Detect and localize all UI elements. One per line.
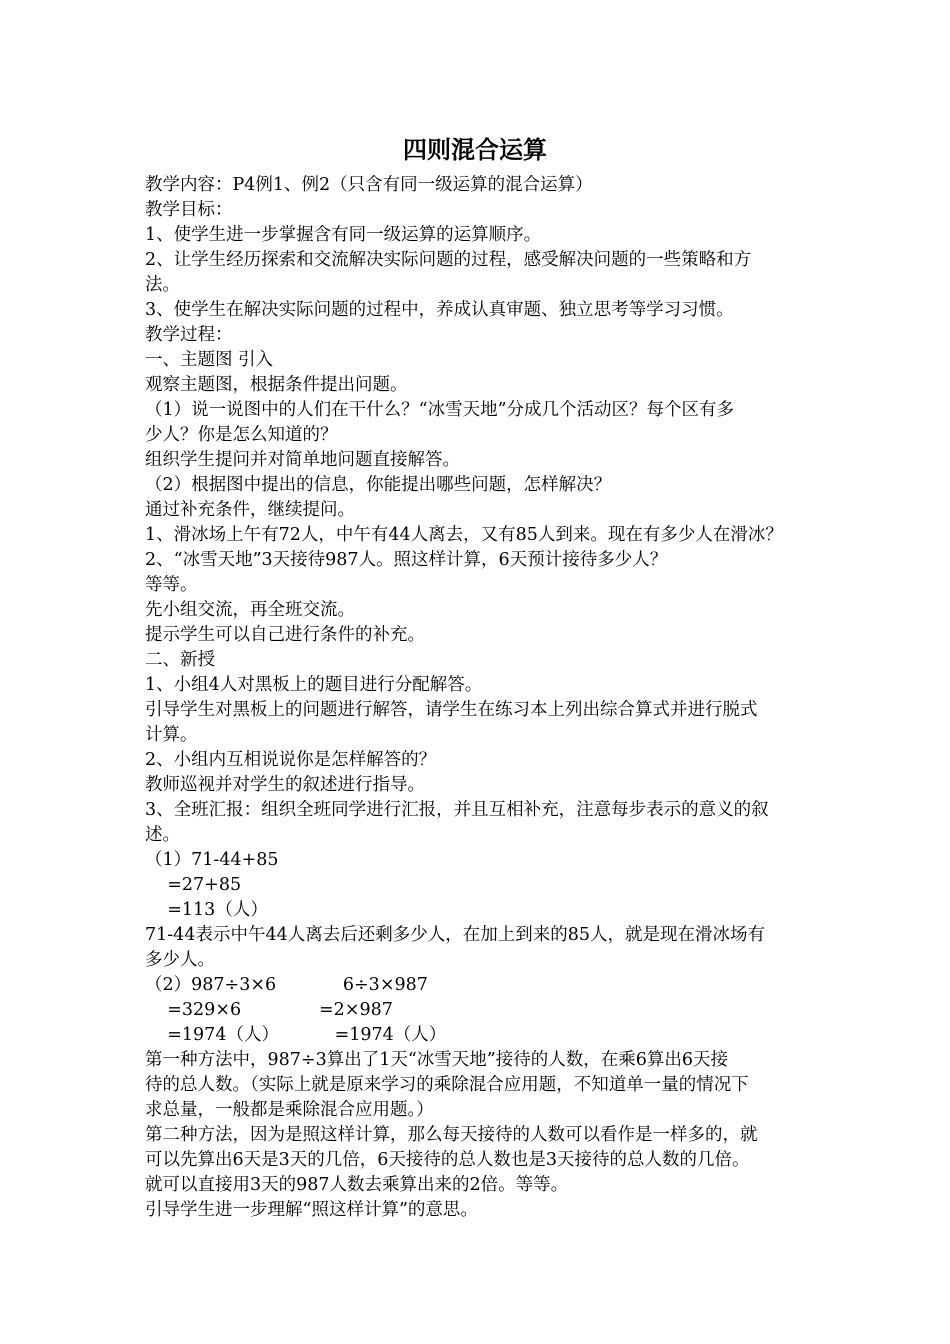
text-line: 一、主题图 引入 — [145, 350, 274, 370]
text-line: =113（人） — [145, 900, 268, 920]
text-line: 1、小组4人对黑板上的题目进行分配解答。 — [145, 675, 483, 695]
text-line: =1974（人） =1974（人） — [145, 1025, 447, 1045]
text-line: 教师巡视并对学生的叙述进行指导。 — [145, 775, 425, 795]
text-line: （2）根据图中提出的信息，你能提出哪些问题，怎样解决？ — [145, 475, 612, 495]
page-title: 四则混合运算 — [403, 136, 547, 164]
text-line: 2、让学生经历探索和交流解决实际问题的过程，感受解决问题的一些策略和方 — [145, 250, 752, 270]
text-line: 教学目标： — [145, 200, 233, 220]
document-body — [145, 173, 815, 1223]
text-line: 3、使学生在解决实际问题的过程中，养成认真审题、独立思考等学习习惯。 — [145, 300, 734, 320]
text-line: 求总量，一般都是乘除混合应用题。） — [145, 1100, 434, 1120]
text-line: （2）987÷3×6 6÷3×987 — [145, 975, 428, 995]
text-line: 述。 — [145, 825, 180, 845]
text-line: （1）说一说图中的人们在干什么？“冰雪天地”分成几个活动区？每个区有多 — [145, 400, 735, 420]
text-line: 教学内容：P4例1、例2（只含有同一级运算的混合运算） — [145, 175, 593, 195]
text-line: 第一种方法中，987÷3算出了1天“冰雪天地”接待的人数，在乘6算出6天接 — [145, 1050, 728, 1070]
text-line: 先小组交流，再全班交流。 — [145, 600, 355, 620]
text-line: 2、小组内互相说说你是怎样解答的？ — [145, 750, 437, 770]
text-line: =329×6 =2×987 — [145, 1000, 393, 1020]
text-line: （1）71-44+85 — [145, 850, 279, 870]
text-line: 引导学生对黑板上的问题进行解答，请学生在练习本上列出综合算式并进行脱式 — [145, 700, 758, 720]
text-line: 1、滑冰场上午有72人，中午有44人离去，又有85人到来。现在有多少人在滑冰？ — [145, 525, 783, 545]
text-line: 第二种方法，因为是照这样计算，那么每天接待的人数可以看作是一样多的，就 — [145, 1125, 758, 1145]
text-line: 少人？你是怎么知道的？ — [145, 425, 338, 445]
text-line: 提示学生可以自己进行条件的补充。 — [145, 625, 425, 645]
text-line: 教学过程： — [145, 325, 233, 345]
text-line: 通过补充条件，继续提问。 — [145, 500, 355, 520]
text-line: 等等。 — [145, 575, 198, 595]
text-line: 二、新授 — [145, 650, 215, 670]
text-line: 2、“冰雪天地”3天接待987人。照这样计算，6天预计接待多少人？ — [145, 550, 668, 570]
text-line: 可以先算出6天是3天的几倍，6天接待的总人数也是3天接待的总人数的几倍。 — [145, 1150, 750, 1170]
text-line: 3、全班汇报：组织全班同学进行汇报，并且互相补充，注意每步表示的意义的叙 — [145, 800, 769, 820]
text-line: 观察主题图，根据条件提出问题。 — [145, 375, 408, 395]
text-line: 组织学生提问并对简单地问题直接解答。 — [145, 450, 460, 470]
text-line: 待的总人数。（实际上就是原来学习的乘除混合应用题，不知道单一量的情况下 — [145, 1075, 749, 1095]
text-line: 就可以直接用3天的987人数去乘算出来的2倍。等等。 — [145, 1175, 569, 1195]
text-line: 引导学生进一步理解“照这样计算”的意思。 — [145, 1200, 478, 1220]
text-line: 法。 — [145, 275, 180, 295]
text-line: 1、使学生进一步掌握含有同一级运算的运算顺序。 — [145, 225, 542, 245]
text-line: 多少人。 — [145, 950, 215, 970]
text-line: 计算。 — [145, 725, 198, 745]
text-line: =27+85 — [145, 875, 242, 895]
text-line: 71-44表示中午44人离去后还剩多少人，在加上到来的85人，就是现在滑冰场有 — [145, 925, 765, 945]
